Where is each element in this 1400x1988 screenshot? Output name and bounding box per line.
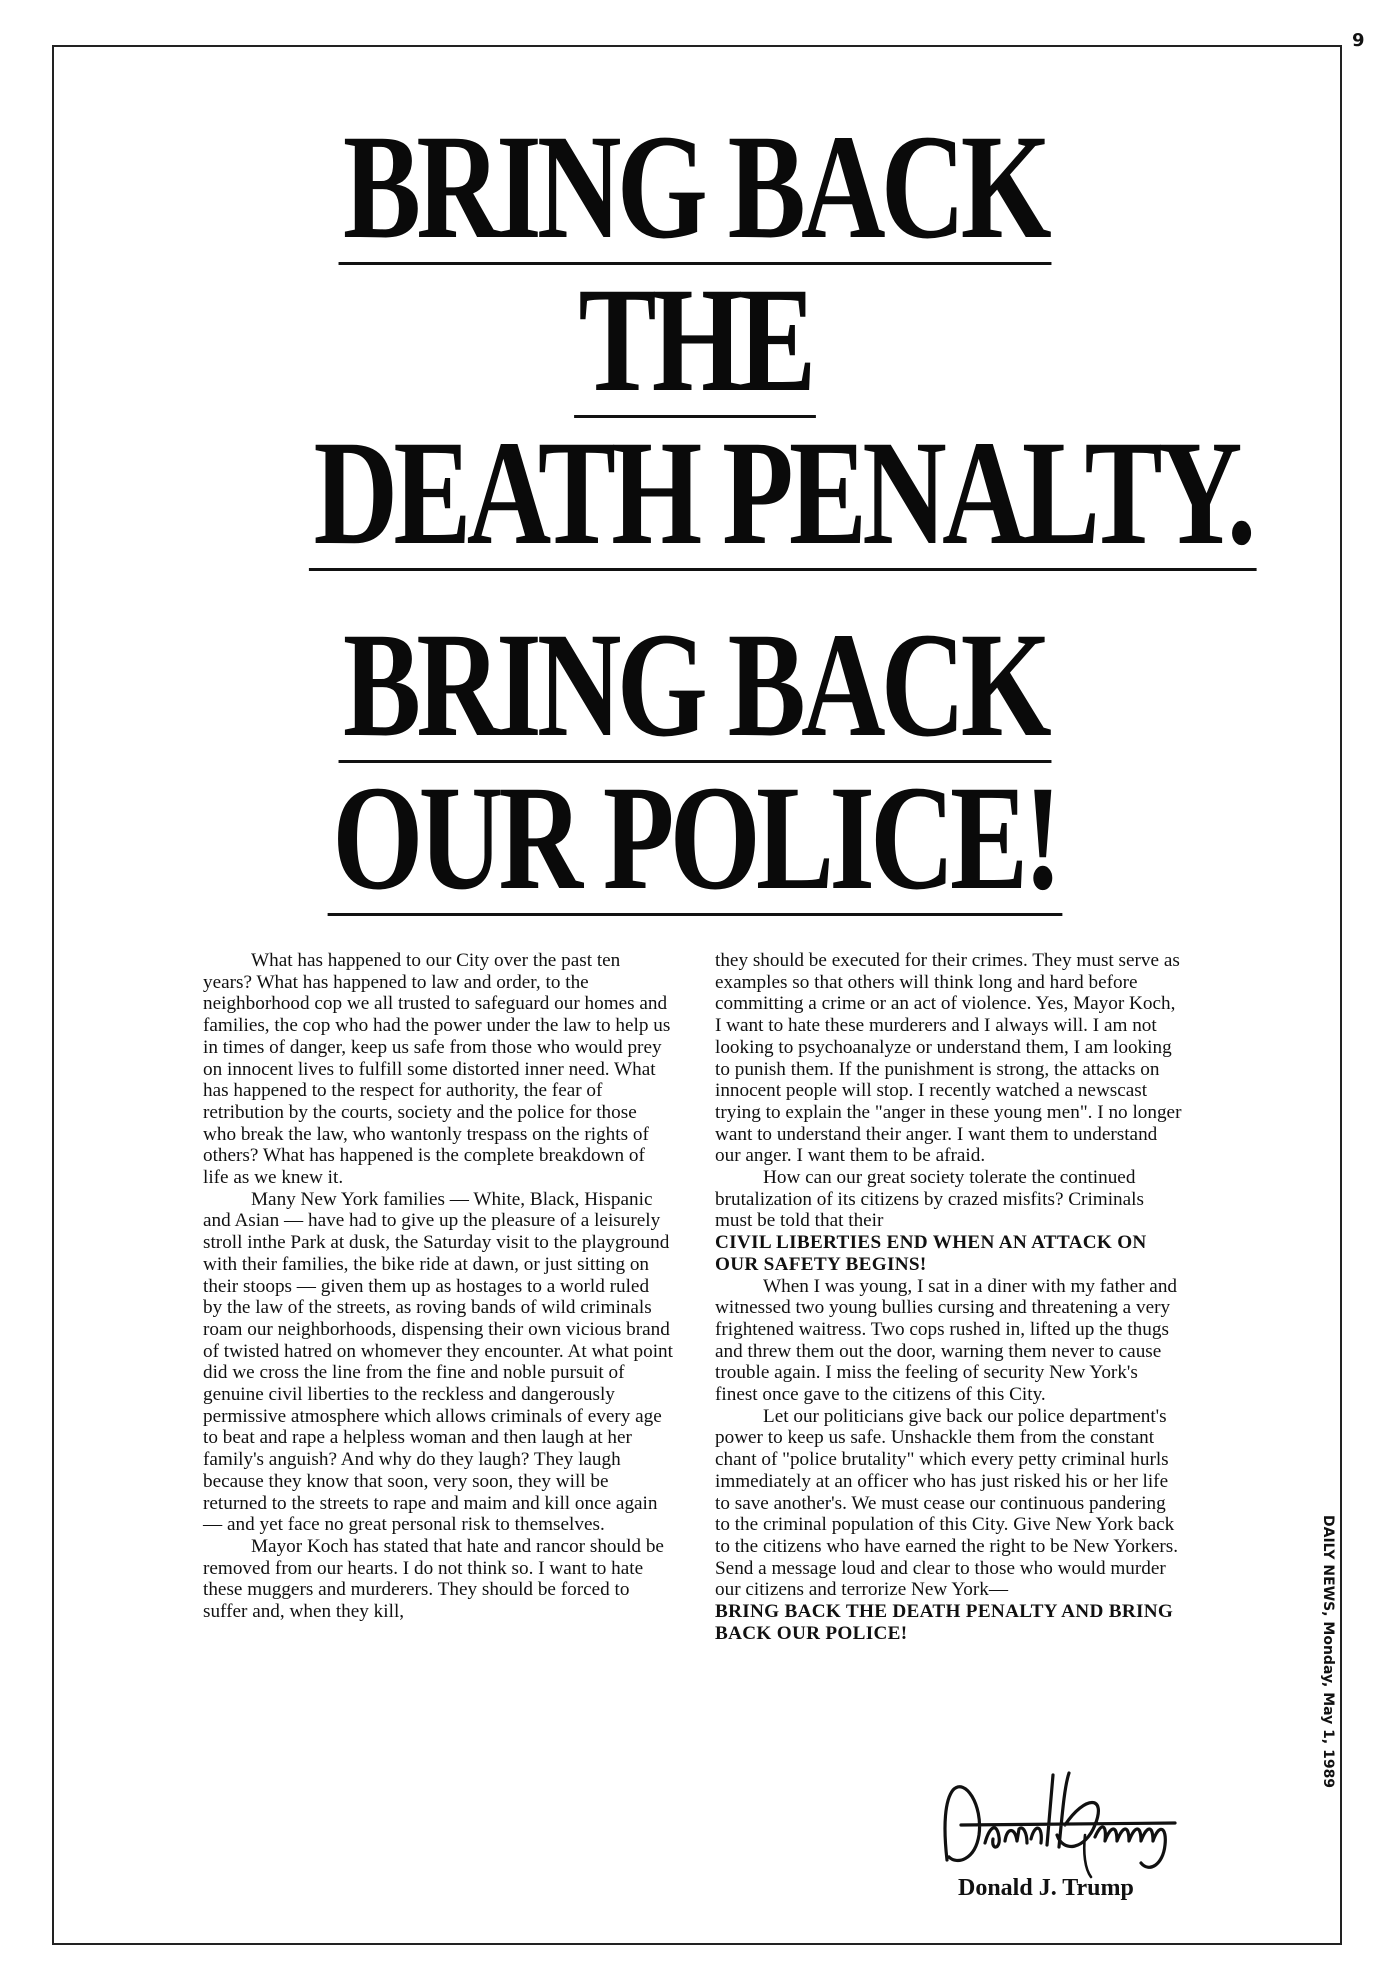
body-column-right bbox=[715, 950, 1185, 1645]
paragraph: they should be executed for their crimes. They must serve as examples so that others will think long and hard before committing a crime or an act of violence. Yes, Mayor Koch, I want to hate these murderers and I always will. I am not looking to psychoanalyze or understand them, I am looking to punish them. If the punishment is strong, the attacks on innocent people will stop. I recently watched a newscast trying to explain the "anger in these young men". I no longer want to understand their anger. I want them to understand our anger. I want them to be afraid. bbox=[715, 950, 1182, 1167]
closing-call: BRING BACK THE DEATH PENALTY AND BRING BACK OUR POLICE! bbox=[715, 1601, 1174, 1644]
handwritten-signature bbox=[935, 1765, 1195, 1880]
headline-2-line-1: BRING BACK bbox=[338, 610, 1051, 763]
headline-police bbox=[200, 602, 1190, 921]
headline-1-line-3: DEATH PENALTY. bbox=[309, 418, 1256, 571]
paragraph: What has happened to our City over the past ten years? What has happened to law and order, to the neighborhood cop we all trusted to safeguard our homes and families, the cop who had the power under the law to help us in times of danger, keep us safe from those who would prey on innocent lives to fulfill some distorted inner need. What has happened to the respect for authority, the fear of retribution by the courts, society and the police for those who break the law, who wantonly trespass on the rights of others? What has happened is the complete breakdown of life as we knew it. bbox=[203, 950, 671, 1189]
headline-1-line-1: BRING BACK bbox=[338, 112, 1051, 265]
headline-1-line-2: THE bbox=[574, 265, 816, 418]
page-number: 9 bbox=[1352, 30, 1365, 51]
paragraph: How can our great society tolerate the continued brutalization of its citizens by crazed misfits? Criminals must be told that their bbox=[715, 1167, 1144, 1232]
signature-name: Donald J. Trump bbox=[958, 1875, 1134, 1901]
paragraph: When I was young, I sat in a diner with my father and witnessed two young bullies cursing and threatening a very frightened waitress. Two cops rushed in, lifted up the thugs and threw them out the door, warning them never to cause trouble again. I miss the feeling of security New York's finest once gave to the citizens of this City. bbox=[715, 1275, 1178, 1406]
headline-death-penalty bbox=[200, 104, 1252, 576]
emphasis-paragraph: CIVIL LIBERTIES END WHEN AN ATTACK ON OUR SAFETY BEGINS! bbox=[715, 1232, 1147, 1275]
headline-2-line-2: OUR POLICE! bbox=[328, 763, 1063, 916]
paragraph: Mayor Koch has stated that hate and rancor should be removed from our hearts. I do not think so. I want to hate these muggers and murderers. They should be forced to suffer and, when they kill, bbox=[203, 1535, 664, 1623]
newspaper-caption: DAILY NEWS, Monday, May 1, 1989 bbox=[1320, 1515, 1336, 1789]
paragraph: Let our politicians give back our police department's power to keep us safe. Unshackle them from the constant chant of "police brutality" which every petty criminal hurls immediately at an officer who has just risked his or her life to save another's. We must cease our continuous pandering to the criminal population of this City. Give New York back to the citizens who have earned the right to be New Yorkers. Send a message loud and clear to those who would murder our citizens and terrorize New York— bbox=[715, 1405, 1179, 1601]
paragraph: Many New York families — White, Black, Hispanic and Asian — have had to give up the pleasure of a leisurely stroll inthe Park at dusk, the Saturday visit to the playground with their families, the bike ride at dawn, or just sitting on their stoops — given them up as hostages to a world ruled by the law of the streets, as roving bands of wild criminals roam our neighborhoods, dispensing their own vicious brand of twisted hatred on whomever they encounter. At what point did we cross the line from the fine and noble pursuit of genuine civil liberties to the reckless and dangerously permissive atmosphere which allows criminals of every age to beat and rape a helpless woman and then laugh at her family's anguish? And why do they laugh? They laugh because they know that soon, very soon, they will be returned to the streets to rape and maim and kill once again — and yet face no great personal risk to themselves. bbox=[203, 1188, 673, 1536]
body-column-left bbox=[203, 950, 673, 1623]
